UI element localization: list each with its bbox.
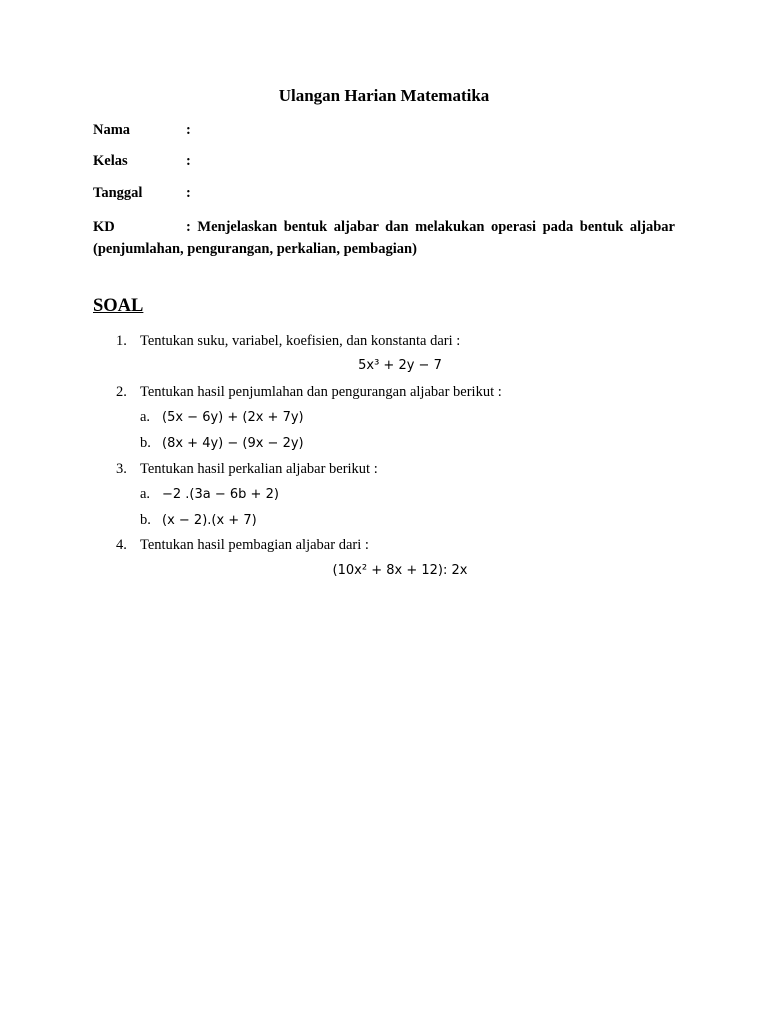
field-kelas-label: Kelas — [93, 153, 128, 169]
math-expression: (10x² + 8x + 12): 2x — [332, 563, 468, 578]
question-text: Tentukan hasil penjumlahan dan pengurangan aljabar berikut : — [140, 384, 502, 400]
item-letter: b. — [140, 435, 151, 451]
field-kd-label: KD — [93, 219, 115, 235]
field-tanggal-colon: : — [186, 185, 191, 201]
item-letter: a. — [140, 409, 151, 425]
question-3-item-b — [140, 512, 257, 529]
question-2-item-a — [140, 409, 304, 426]
field-kd — [93, 216, 675, 260]
question-text: Tentukan suku, variabel, koefisien, dan konstanta dari : — [140, 333, 461, 349]
question-4-expression — [0, 563, 768, 578]
question-text: Tentukan hasil perkalian aljabar berikut : — [140, 461, 378, 477]
field-nama-colon: : — [186, 122, 191, 138]
math-expression: (5x − 6y) + (2x + 7y) — [162, 410, 304, 425]
question-1 — [116, 333, 460, 350]
question-number: 1. — [116, 333, 127, 349]
question-number: 2. — [116, 384, 127, 400]
question-number: 4. — [116, 537, 127, 553]
question-number: 3. — [116, 461, 127, 477]
field-nama — [93, 122, 191, 139]
question-3-item-a — [140, 486, 279, 503]
field-kelas-colon: : — [186, 153, 191, 169]
question-3 — [116, 461, 378, 478]
question-1-expression — [0, 358, 768, 373]
item-letter: b. — [140, 512, 151, 528]
item-letter: a. — [140, 486, 151, 502]
math-expression: 5x³ + 2y − 7 — [358, 358, 442, 373]
question-4 — [116, 537, 369, 554]
section-heading-soal: SOAL — [93, 296, 144, 316]
page-title: Ulangan Harian Matematika — [278, 86, 490, 105]
math-expression: (x − 2).(x + 7) — [162, 513, 257, 528]
question-2 — [116, 384, 502, 401]
question-2-item-b — [140, 435, 304, 452]
field-tanggal — [93, 185, 191, 202]
question-text: Tentukan hasil pembagian aljabar dari : — [140, 537, 369, 553]
field-tanggal-label: Tanggal — [93, 185, 143, 201]
field-nama-label: Nama — [93, 122, 131, 138]
field-kd-text: : Menjelaskan bentuk aljabar dan melakukan operasi pada bentuk aljabar (penjumlahan, pengurangan, perkalian, pembagian) — [93, 219, 675, 257]
math-expression: −2 .(3a − 6b + 2) — [162, 487, 279, 502]
math-expression: (8x + 4y) − (9x − 2y) — [162, 436, 304, 451]
field-kelas — [93, 153, 191, 170]
